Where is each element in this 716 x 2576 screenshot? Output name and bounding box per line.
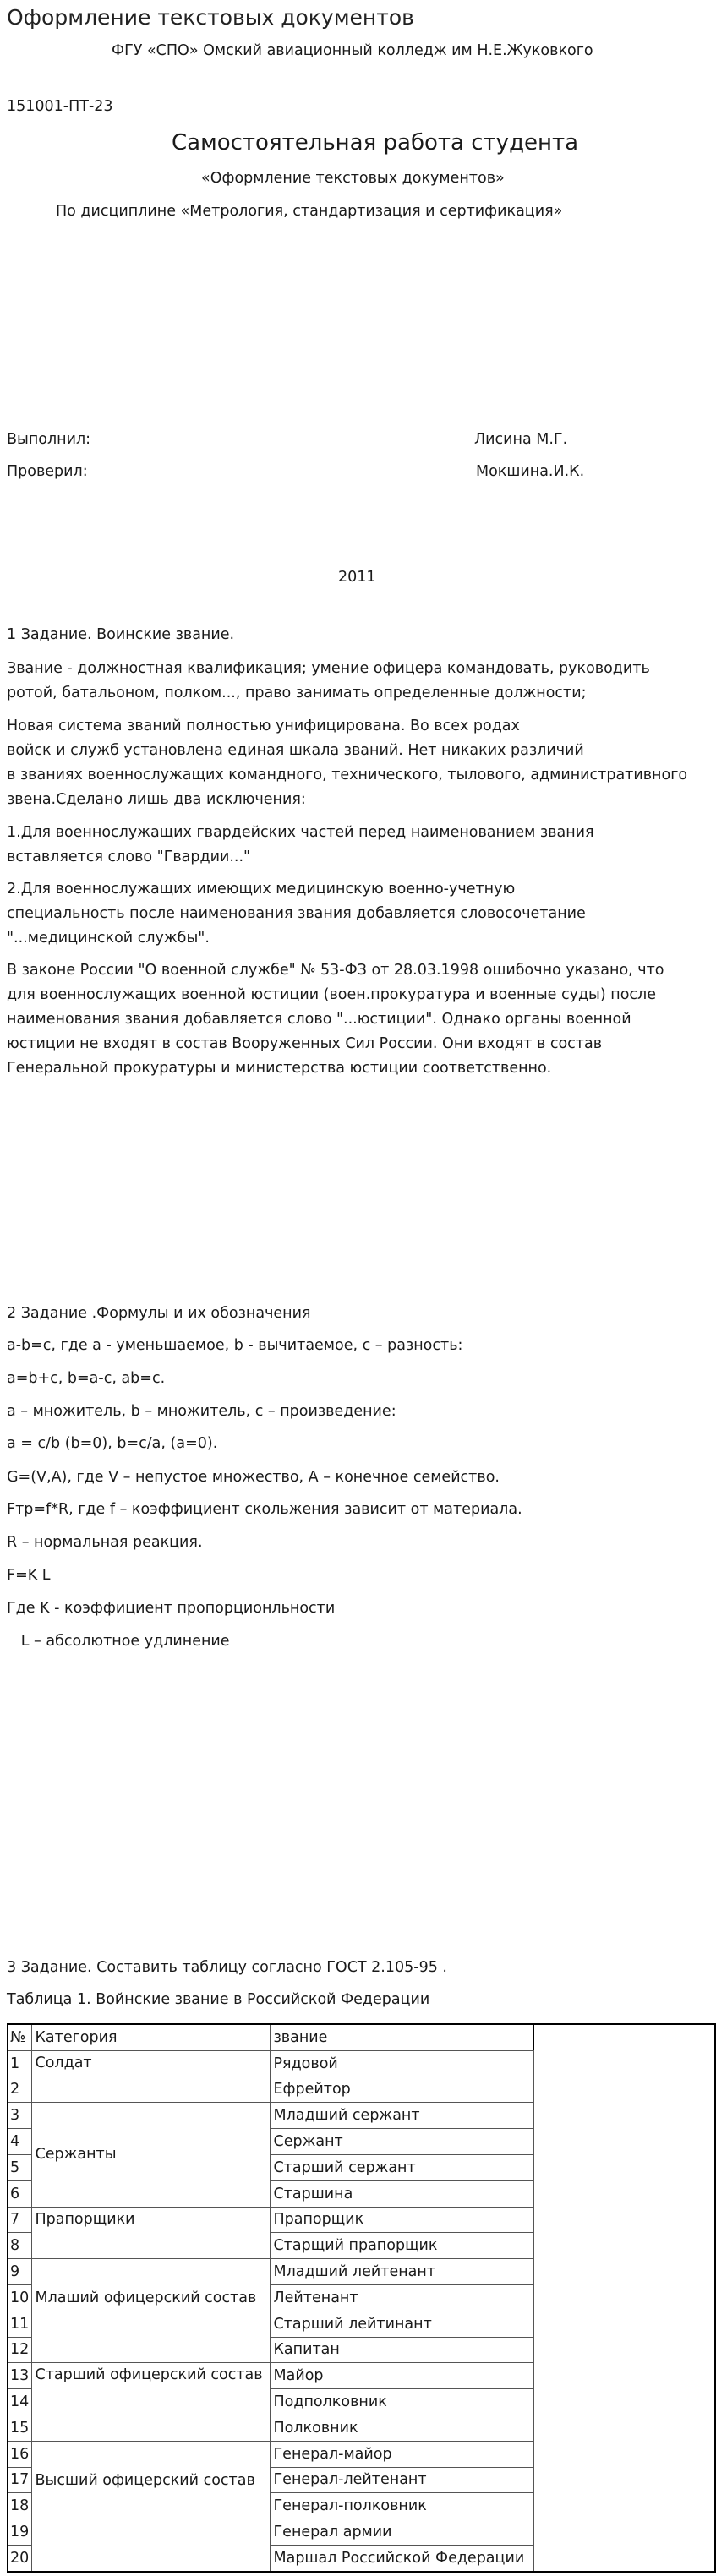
formula-line: a = c/b (b=0), b=c/a, (a=0). — [7, 1435, 218, 1452]
category-cell: Высший офицерский состав — [31, 2441, 270, 2571]
row-number: 4 — [8, 2129, 31, 2155]
row-number: 18 — [8, 2493, 31, 2519]
row-number: 11 — [8, 2311, 31, 2337]
college-name: ФГУ «СПО» Омский авиационный колледж им Н.Е.Жуковкого — [112, 42, 593, 59]
task1-paragraph-4: 2.Для военнослужащих имеющих медицинскую военно-учетную специальность после наименования звания добавляется словосочетание "...медицинской службы". — [7, 881, 586, 947]
row-number: 17 — [8, 2467, 31, 2493]
rank-cell: Старший сержант — [270, 2154, 533, 2180]
work-subtitle: «Оформление текстовых документов» — [201, 170, 505, 187]
table-caption: Таблица 1. Войнские звание в Российской Федерации — [7, 1991, 430, 2008]
performed-name: Лисина М.Г. — [474, 431, 568, 448]
row-number: 15 — [8, 2415, 31, 2441]
rank-cell: Младший лейтенант — [270, 2259, 533, 2285]
row-number: 7 — [8, 2207, 31, 2233]
row-number: 19 — [8, 2519, 31, 2546]
category-cell: Старший офицерский состав — [31, 2363, 270, 2441]
formula-line: F=K L — [7, 1567, 51, 1584]
rank-cell: Генерал-полковник — [270, 2493, 533, 2519]
rank-cell: Майор — [270, 2363, 533, 2389]
category-cell: Млаший офицерский состав — [31, 2259, 270, 2363]
task1-heading: 1 Задание. Воинские звание. — [7, 626, 235, 643]
ranks-table — [7, 2023, 716, 2573]
row-number: 12 — [8, 2337, 31, 2363]
rank-cell: Капитан — [270, 2337, 533, 2363]
checked-name: Мокшина.И.К. — [476, 463, 585, 480]
row-number: 13 — [8, 2363, 31, 2389]
row-number: 10 — [8, 2284, 31, 2311]
task3-heading: 3 Задание. Составить таблицу согласно ГОСТ 2.105-95 . — [7, 1959, 447, 1976]
task1-paragraph-1: Звание - должностная квалификация; умение офицера командовать, руководить ротой, батальоном, полком..., право занимать определенные должности; — [7, 660, 650, 701]
row-number: 2 — [8, 2077, 31, 2103]
row-number: 6 — [8, 2180, 31, 2207]
header-number: № — [8, 2024, 31, 2050]
header-rank: звание — [270, 2024, 533, 2050]
header-category: Категория — [31, 2024, 270, 2050]
rank-cell: Старшина — [270, 2180, 533, 2207]
formula-line: a – множитель, b – множитель, c – произведение: — [7, 1403, 396, 1420]
formula-line: G=(V,A), где V – непустое множество, A – конечное семейство. — [7, 1469, 500, 1486]
task1-paragraph-5: В законе России "О военной службе" № 53-ФЗ от 28.03.1998 ошибочно указано, что для военнослужащих военной юстиции (воен.прокуратура и военные суды) после наименования звания добавляется слово "...юстиции". Однако органы военной юстиции не входят в состав Вооруженных Сил России. Они входят в состав Генеральной прокуратуры и министерства юстиции соответственно. — [7, 962, 664, 1077]
row-number: 20 — [8, 2545, 31, 2571]
rank-cell: Лейтенант — [270, 2284, 533, 2311]
rank-cell: Рядовой — [270, 2050, 533, 2077]
rank-cell: Подполковник — [270, 2389, 533, 2415]
row-number: 8 — [8, 2233, 31, 2259]
formula-line: R – нормальная реакция. — [7, 1534, 203, 1551]
formula-line: Fтр=f*R, где f – коэффициент скольжения зависит от материала. — [7, 1501, 522, 1518]
rank-cell: Генерал армии — [270, 2519, 533, 2546]
formula-line: a=b+c, b=a-c, ab=c. — [7, 1370, 166, 1387]
rank-cell: Сержант — [270, 2129, 533, 2155]
discipline-line: По дисциплине «Метрология, стандартизация и сертификация» — [56, 203, 563, 220]
row-number: 3 — [8, 2103, 31, 2129]
rank-cell: Прапорщик — [270, 2207, 533, 2233]
category-cell: Прапорщики — [31, 2207, 270, 2259]
row-number: 9 — [8, 2259, 31, 2285]
formula-line: Где K - коэффициент пропорционльности — [7, 1600, 336, 1617]
rank-cell: Генерал-майор — [270, 2441, 533, 2467]
row-number: 14 — [8, 2389, 31, 2415]
table-header-row — [8, 2024, 715, 2050]
task1-paragraph-3: 1.Для военнослужащих гвардейских частей перед наименованием звания вставляется слово "Гвардии..." — [7, 824, 594, 865]
category-cell: Солдат — [31, 2050, 270, 2103]
work-title: Самостоятельная работа студента — [172, 130, 579, 156]
empty-column — [533, 2024, 715, 2572]
category-cell: Сержанты — [31, 2103, 270, 2207]
rank-cell: Старший лейтинант — [270, 2311, 533, 2337]
rank-cell: Полковник — [270, 2415, 533, 2441]
formula-line: a-b=c, где a - уменьшаемое, b - вычитаемое, c – разность: — [7, 1337, 463, 1354]
rank-cell: Маршал Российской Федерации — [270, 2545, 533, 2571]
row-number: 1 — [8, 2050, 31, 2077]
group-code: 151001-ПТ-23 — [7, 98, 113, 115]
performed-label: Выполнил: — [7, 431, 91, 448]
task2-heading: 2 Задание .Формулы и их обозначения — [7, 1305, 311, 1322]
document-title: Оформление текстовых документов — [7, 5, 414, 30]
rank-cell: Ефрейтор — [270, 2077, 533, 2103]
task1-paragraph-2: Новая система званий полностью унифицирована. Во всех родах войск и служб установлена единая шкала званий. Нет никаких различий в званиях военнослужащих командного, технического, тылового, административного звена.Сделано лишь два исключения: — [7, 718, 688, 808]
year: 2011 — [338, 569, 376, 586]
rank-cell: Старщий прапорщик — [270, 2233, 533, 2259]
row-number: 5 — [8, 2154, 31, 2180]
rank-cell: Младший сержант — [270, 2103, 533, 2129]
rank-cell: Генерал-лейтенант — [270, 2467, 533, 2493]
checked-label: Проверил: — [7, 463, 88, 480]
formula-line: L – абсолютное удлинение — [7, 1633, 230, 1650]
row-number: 16 — [8, 2441, 31, 2467]
